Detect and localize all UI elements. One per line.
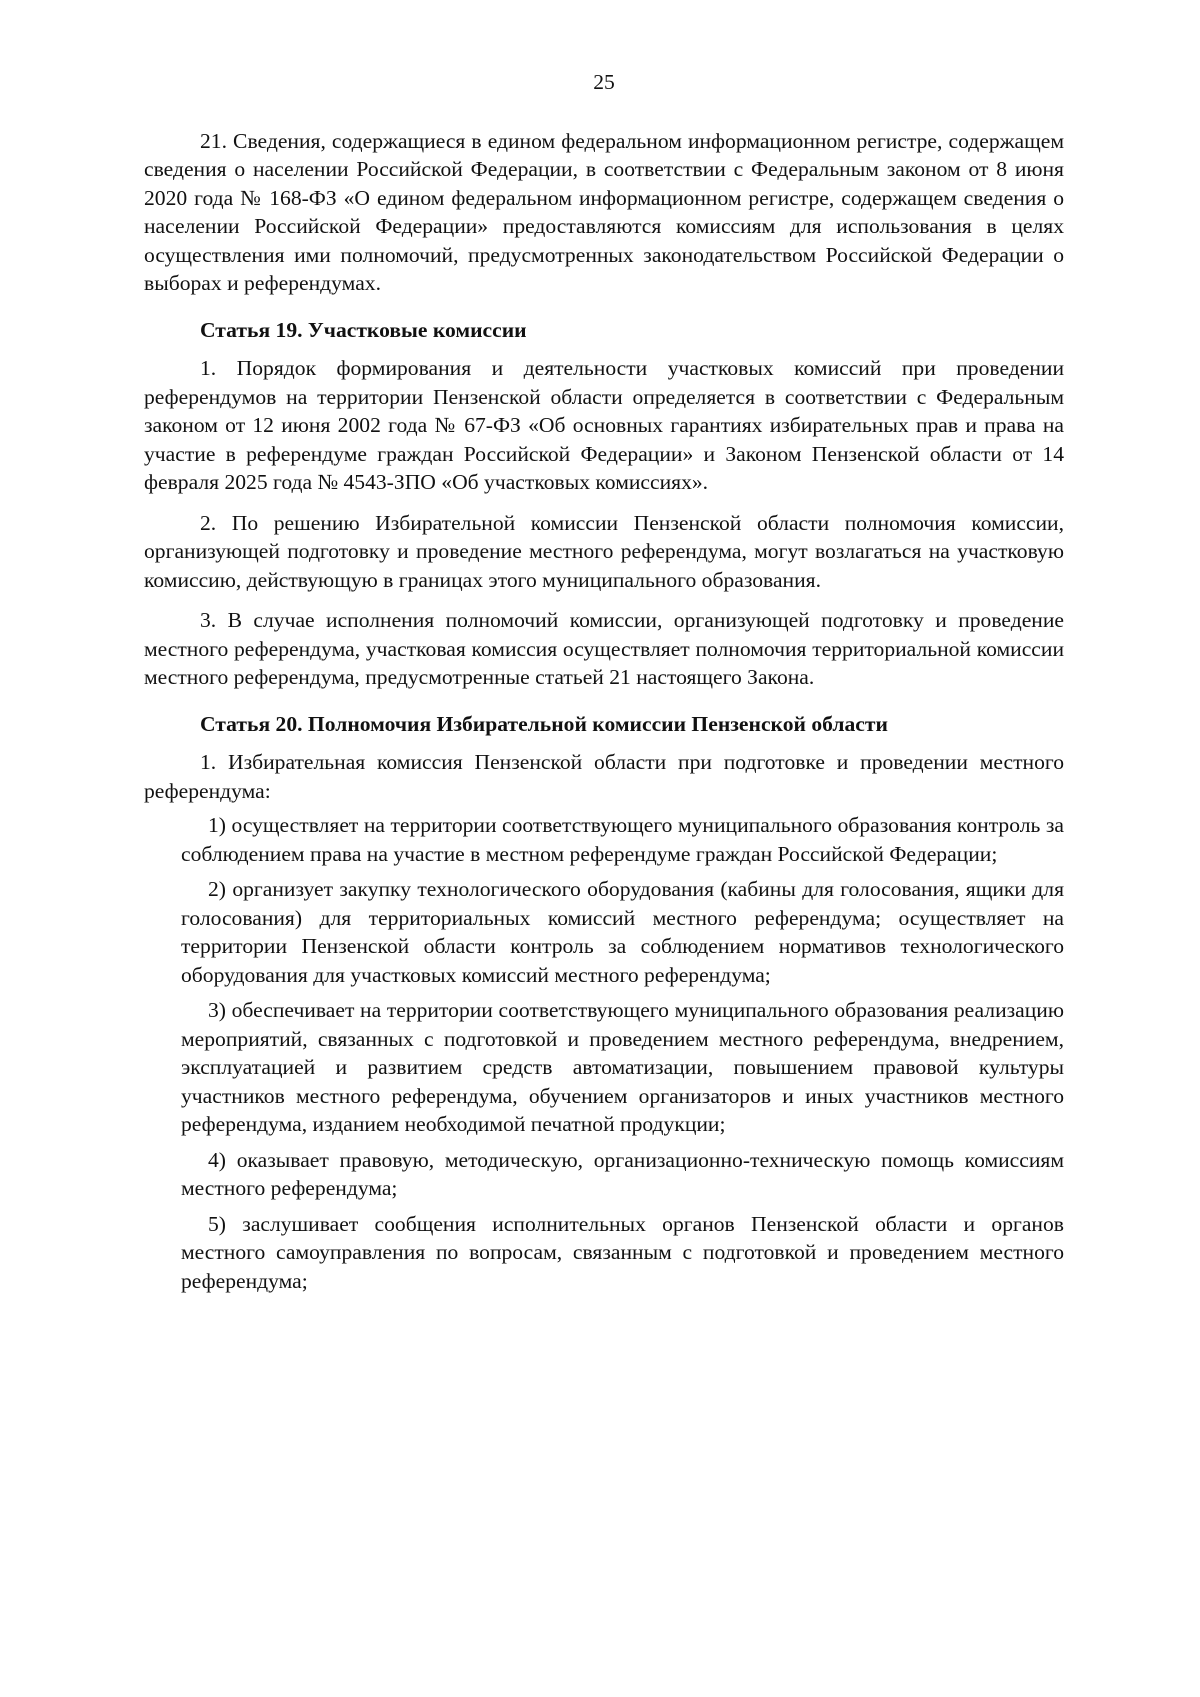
paragraph-21: 21. Сведения, содержащиеся в едином федеральном информационном регистре, содержащем сведения о населении Российской Федерации, в соответствии с Федеральным законом от 8 июня 2020 года № 168-ФЗ «О едином федеральном информационном регистре, содержащем сведения о населении Российской Федерации» предоставляются комиссиям для использования в целях осуществления ими полномочий, предусмотренных законодательством Российской Федерации о выборах и референдумах. [144, 128, 1064, 295]
article-19-paragraph-2: 2. По решению Избирательной комиссии Пензенской области полномочия комиссии, организующей подготовку и проведение местного референдума, могут возлагаться на участковую комиссию, действующую в границах этого муниципального образования. [144, 510, 1064, 592]
article-19-paragraph-3: 3. В случае исполнения полномочий комиссии, организующей подготовку и проведение местного референдума, участковая комиссия осуществляет полномочия территориальной комиссии местного референдума, предусмотренные статьей 21 настоящего Закона. [144, 608, 1064, 689]
article-20-item-3: 3) обеспечивает на территории соответствующего муниципального образования реализацию мероприятий, связанных с подготовкой и проведением местного референдума, внедрением, эксплуатацией и развитием средств автоматизации, повышением правовой культуры участников местного референдума, обучением организаторов и иных участников местного референдума, изданием необходимой печатной продукции; [181, 998, 1064, 1136]
article-20-paragraph-1: 1. Избирательная комиссия Пензенской области при подготовке и проведении местного референдума: [144, 750, 1064, 803]
article-20-heading: Статья 20. Полномочия Избирательной комиссии Пензенской области [200, 711, 888, 736]
article-20-item-4: 4) оказывает правовую, методическую, организационно-техническую помощь комиссиям местного референдума; [181, 1147, 1064, 1200]
article-20-item-1: 1) осуществляет на территории соответствующего муниципального образования контроль за соблюдением права на участие в местном референдуме граждан Российской Федерации; [181, 813, 1064, 866]
article-19-paragraph-1: 1. Порядок формирования и деятельности участковых комиссий при проведении референдумов на территории Пензенской области определяется в соответствии с Федеральным законом от 12 июня 2002 года № 67-ФЗ «Об основных гарантиях избирательных прав и права на участие в референдуме граждан Российской Федерации» и Законом Пензенской области от 14 февраля 2025 года № 4543-ЗПО «Об участковых комиссиях». [144, 356, 1064, 494]
article-20-item-2: 2) организует закупку технологического оборудования (кабины для голосования, ящики для голосования) для территориальных комиссий местного референдума; осуществляет на территории Пензенской области контроль за соблюдением нормативов технологического оборудования для участковых комиссий местного референдума; [181, 877, 1064, 987]
document-page [144, 68, 1064, 1302]
page-number: 25 [593, 70, 615, 94]
article-20-item-5: 5) заслушивает сообщения исполнительных органов Пензенской области и органов местного самоуправления по вопросам, связанным с подготовкой и проведением местного референдума; [181, 1211, 1064, 1293]
article-19-heading: Статья 19. Участковые комиссии [200, 317, 527, 342]
